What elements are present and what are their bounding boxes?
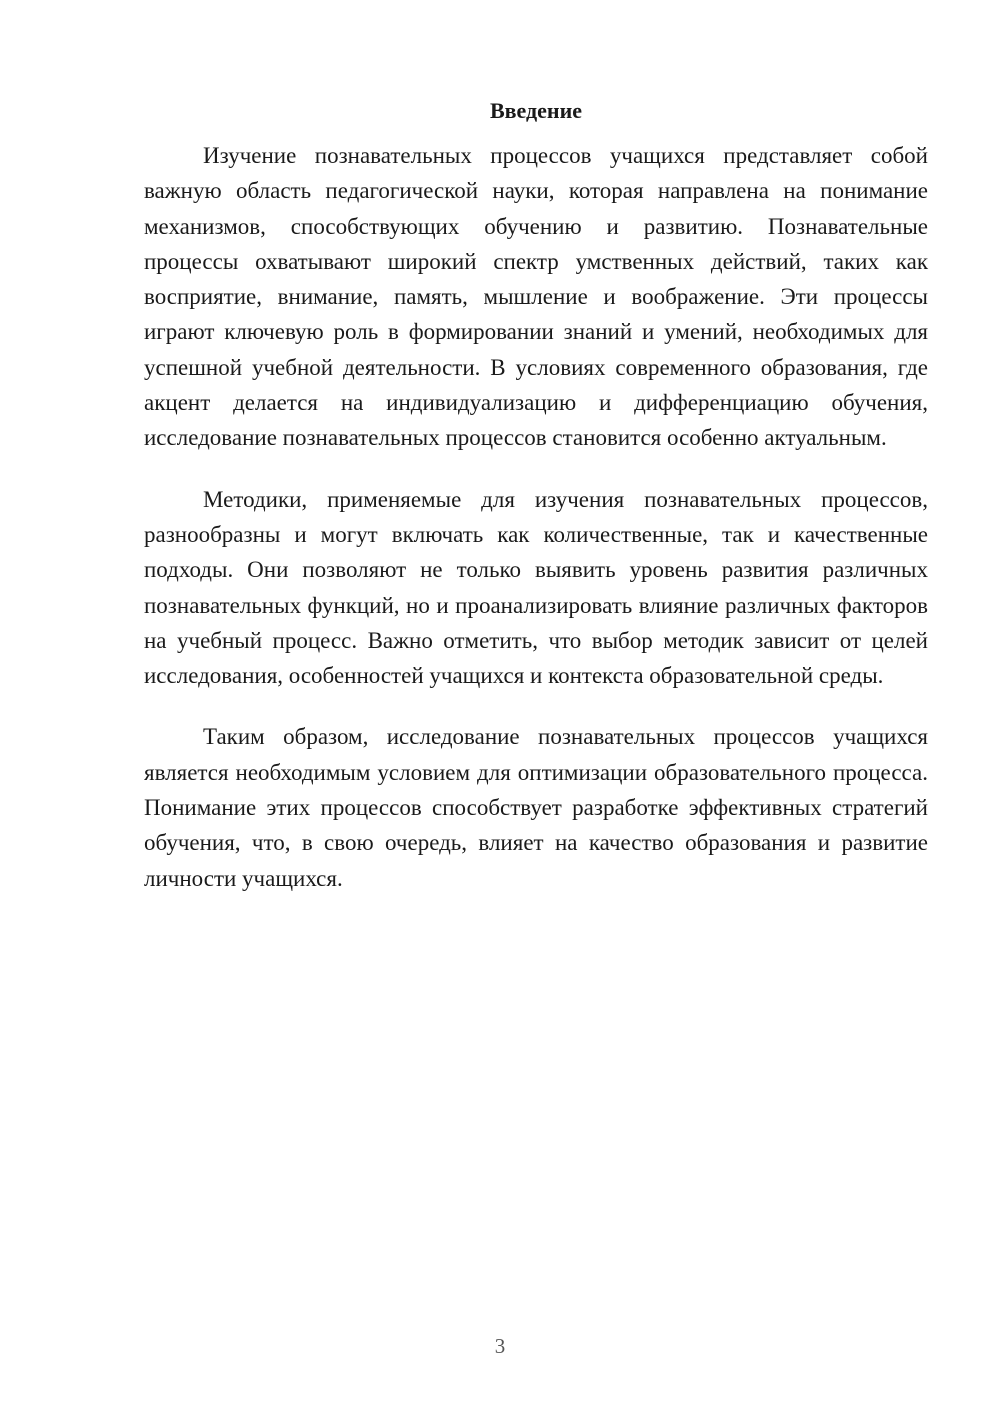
paragraph-methods: Методики, применяемые для изучения познавательных процессов, разнообразны и могут включать как количественные, так и качественные подходы. Они позволяют не только выявить уровень развития различных познавательных функций, но и проанализировать влияние различных факторов на учебный процесс. Важно отметить, что выбор методик зависит от целей исследования, особенностей учащихся и контекста образовательной среды. — [144, 486, 928, 689]
page-number: 3 — [494, 1334, 506, 1358]
page-content — [144, 96, 928, 922]
section-title: Введение — [489, 98, 583, 123]
paragraph-intro: Изучение познавательных процессов учащихся представляет собой важную область педагогической науки, которая направлена на понимание механизмов, способствующих обучению и развитию. Познавательные процессы охватывают широкий спектр умственных действий, таких как восприятие, внимание, память, мышление и воображение. Эти процессы играют ключевую роль в формировании знаний и умений, необходимых для успешной учебной деятельности. В условиях современного образования, где акцент делается на индивидуализацию и дифференциацию обучения, исследование познавательных процессов становится особенно актуальным. — [144, 143, 928, 451]
paragraph-conclusion: Таким образом, исследование познавательных процессов учащихся является необходимым условием для оптимизации образовательного процесса. Понимание этих процессов способствует разработке эффективных стратегий обучения, что, в свою очередь, влияет на качество образования и развитие личности учащихся. — [144, 724, 928, 891]
